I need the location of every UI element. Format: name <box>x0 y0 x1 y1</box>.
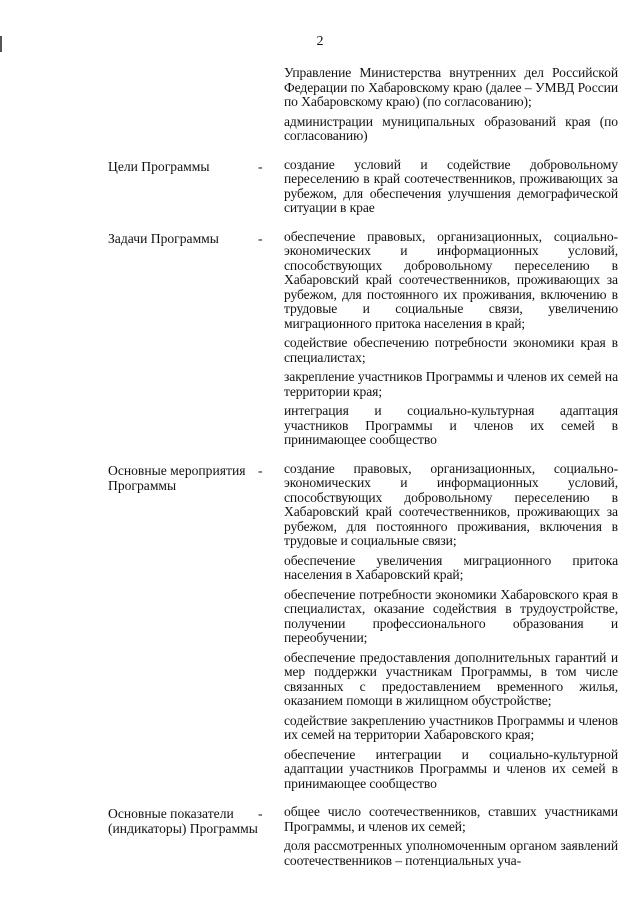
content-paragraph: содействие закреплению участников Программы и членов их семей на территории Хабаровского края; <box>284 712 618 742</box>
row-dash: - <box>258 230 263 246</box>
page-number: 2 <box>316 34 324 49</box>
passport-row <box>108 66 618 149</box>
row-label: Основные мероприятия Программы <box>108 462 246 493</box>
program-passport-table <box>108 66 618 873</box>
content-paragraph: закрепление участников Программы и членов их семей на территории края; <box>284 369 618 399</box>
row-label: Задачи Программы <box>108 230 219 246</box>
row-dash: - <box>258 462 263 478</box>
row-content <box>284 158 618 221</box>
row-dash <box>258 66 284 149</box>
content-paragraph: администрации муниципальных образований края (по согласованию) <box>284 113 618 143</box>
content-paragraph: обеспечение правовых, организационных, социально-экономических и информационных условий, способствующих добровольному переселению в Хабаровский край соотечественников, проживающих за рубежом, для постоянного их проживания, включению в трудовые и социальные связи, увеличению миграционного притока населения в край; <box>284 228 618 331</box>
content-paragraph: обеспечение предоставления дополнительных гарантий и мер поддержки участникам Программы, в том числе связанных с предоставлением временного жилья, оказанием помощи в жилищном обустройстве; <box>284 649 618 708</box>
row-content <box>284 230 618 453</box>
content-paragraph: интеграция и социально-культурная адаптация участников Программы и членов их семей в принимающее сообщество <box>284 403 618 447</box>
passport-row <box>108 805 618 873</box>
row-label: Основные показатели (индикаторы) Программы <box>108 806 258 836</box>
content-paragraph: общее число соотечественников, ставших участниками Программы, и членов их семей; <box>284 804 618 834</box>
passport-row <box>108 158 618 221</box>
content-paragraph: доля рассмотренных уполномоченным органом заявлений соотечественников – потенциальных уча- <box>284 838 618 868</box>
content-paragraph: обеспечение увеличения миграционного притока населения в Хабаровский край; <box>284 552 618 582</box>
content-paragraph: создание условий и содействие добровольному переселению в край соотечественников, проживающих за рубежом, для обеспечения улучшения демографической ситуации в крае <box>284 156 618 215</box>
row-dash: - <box>258 806 263 821</box>
content-paragraph: обеспечение интеграции и социально-культурной адаптации участников Программы и членов их семей в принимающее сообщество <box>284 746 618 791</box>
content-paragraph: обеспечение потребности экономики Хабаровского края в специалистах, оказание содействия в трудоустройстве, получении профессионального образования и переобучении; <box>284 586 618 645</box>
row-label <box>108 66 258 149</box>
row-content <box>284 805 618 873</box>
row-content <box>284 462 618 797</box>
row-dash: - <box>258 158 263 174</box>
passport-row <box>108 230 618 453</box>
content-paragraph: Управление Министерства внутренних дел Российской Федерации по Хабаровскому краю (далее – УМВД России по Хабаровскому краю) (по согласованию); <box>284 65 618 109</box>
content-paragraph: содействие обеспечению потребности экономики края в специалистах; <box>284 335 618 365</box>
row-content <box>284 66 618 149</box>
passport-row <box>108 462 618 797</box>
content-paragraph: создание правовых, организационных, социально-экономических и информационных условий, способствующих добровольному переселению в Хабаровский край соотечественников, проживающих за рубежом, для постоянного проживания, включения в трудовые и социальные связи; <box>284 460 618 548</box>
row-label: Цели Программы <box>108 158 210 174</box>
